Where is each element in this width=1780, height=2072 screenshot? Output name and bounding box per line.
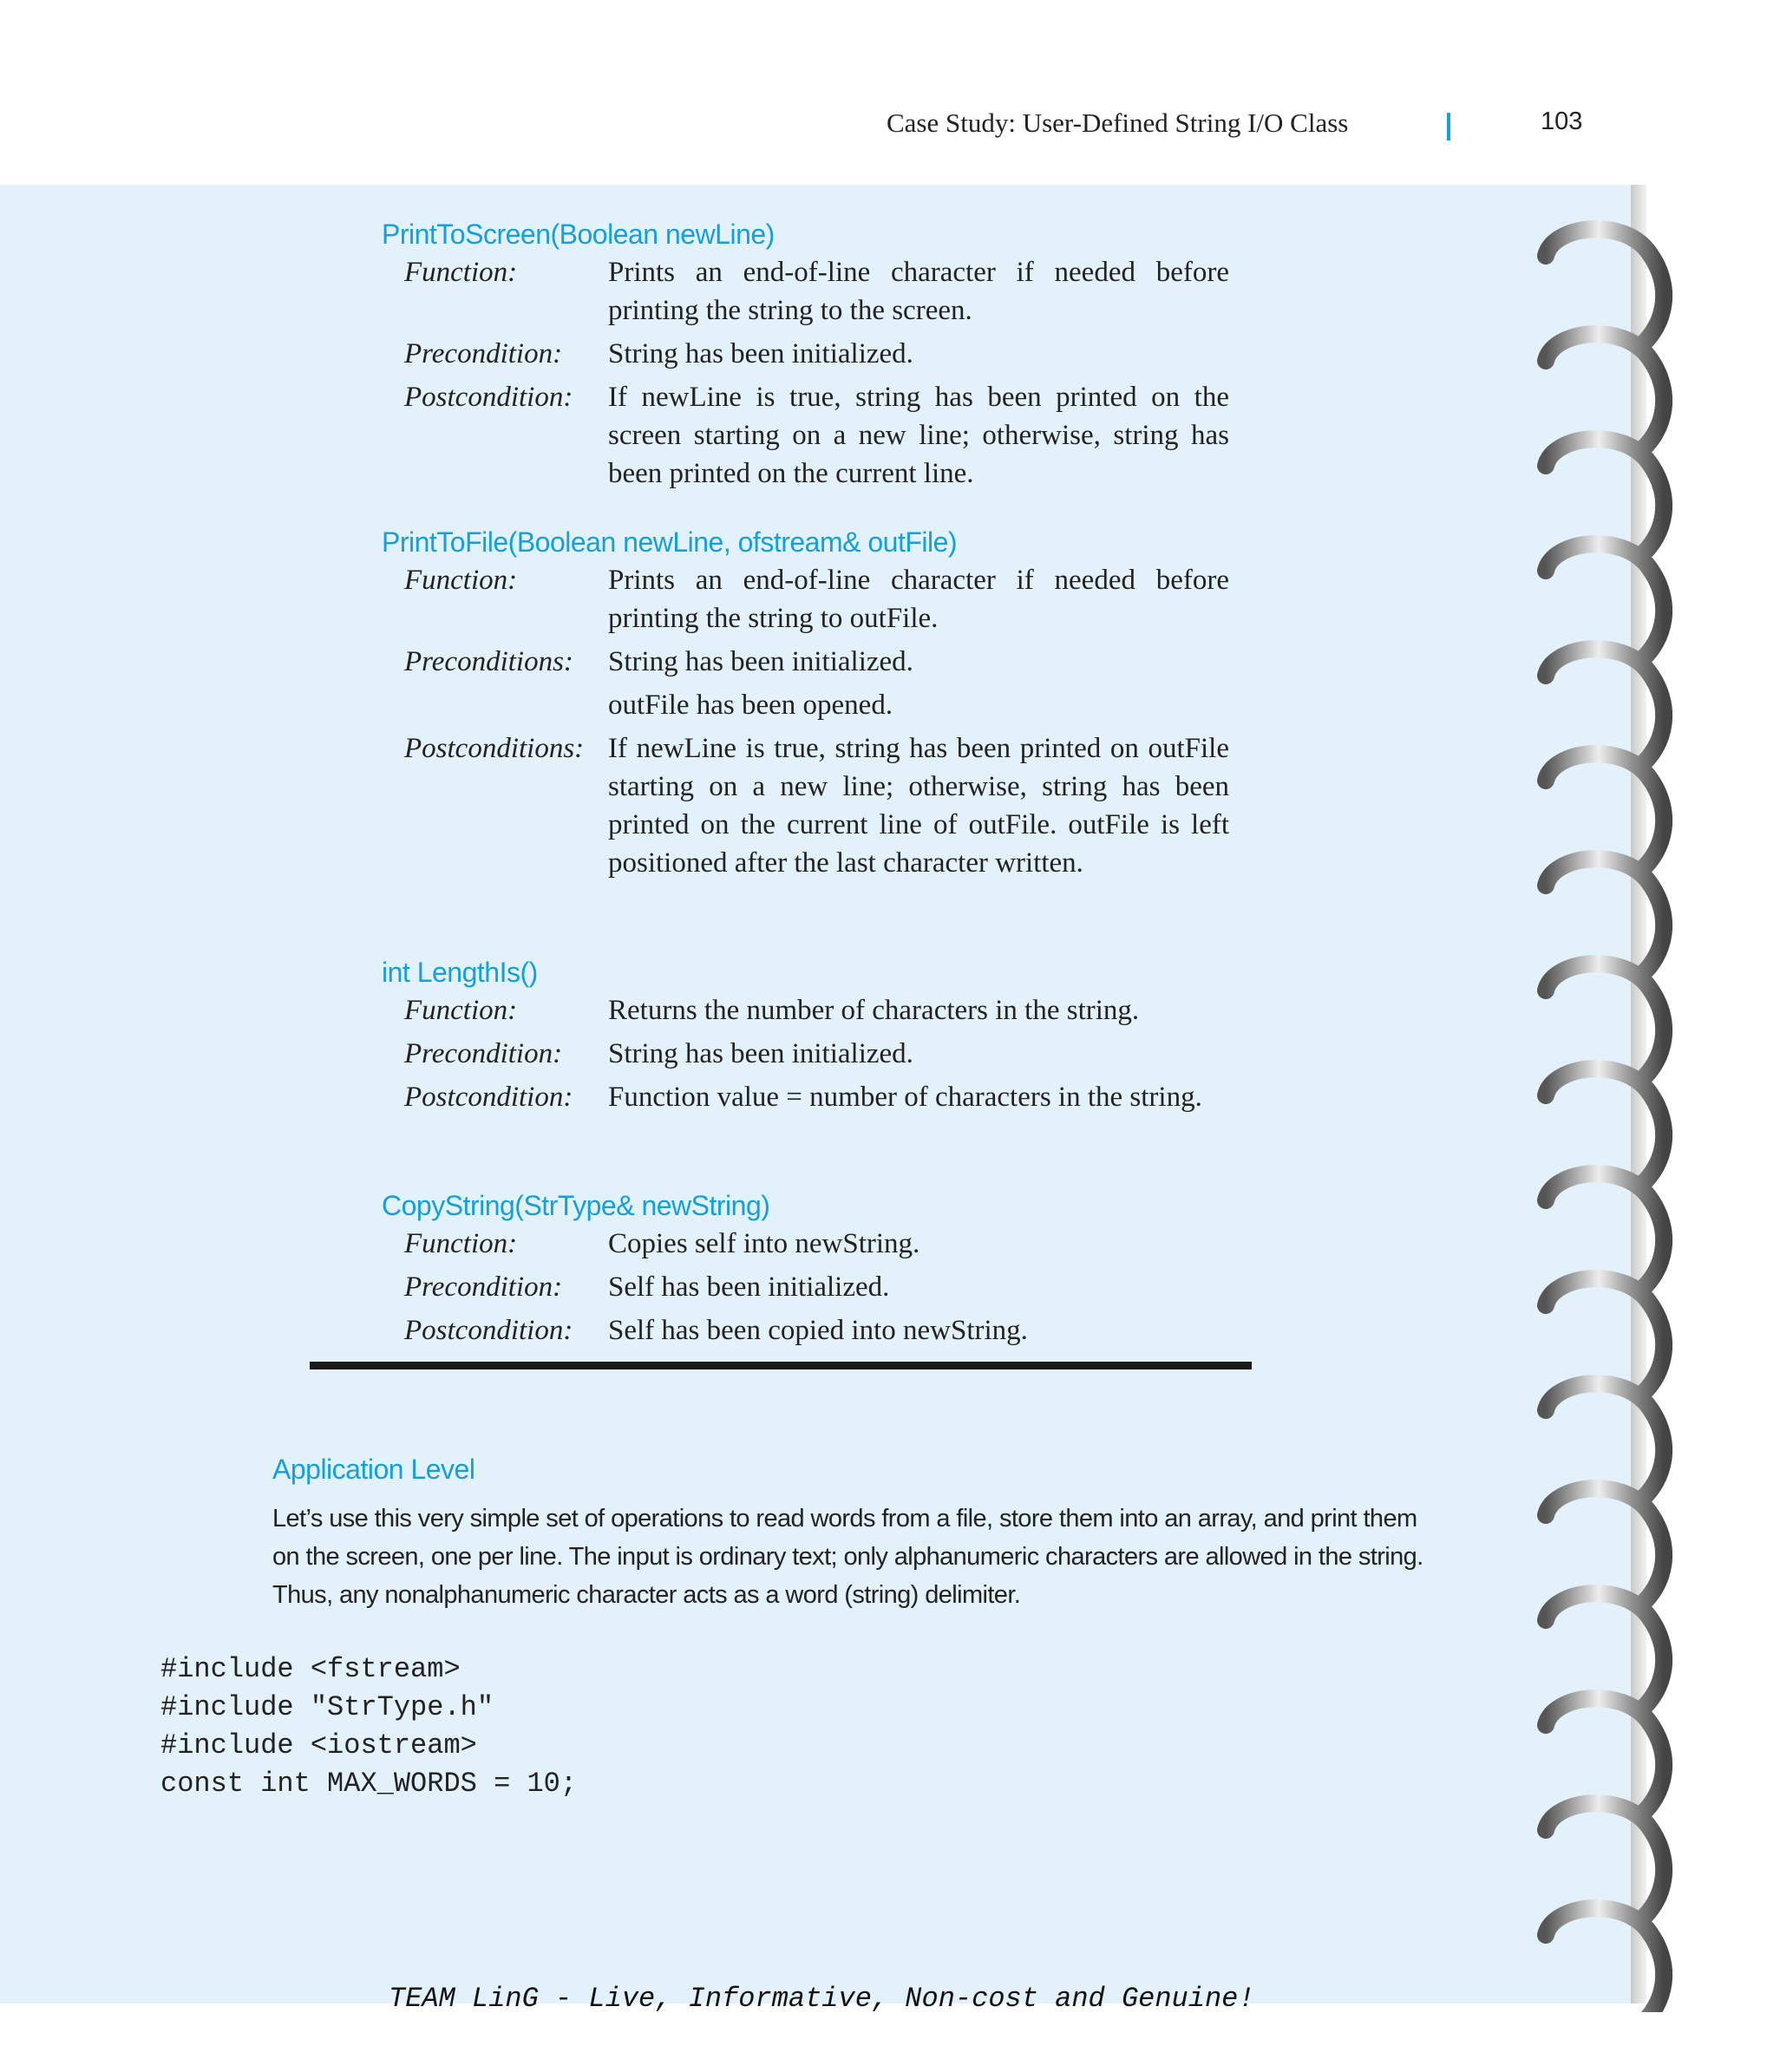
section-end-rule — [310, 1362, 1252, 1369]
spec-value: outFile has been opened. — [608, 690, 893, 721]
spec-label: Function: — [404, 1228, 518, 1259]
spec-row — [382, 378, 1258, 493]
spec-row — [382, 1225, 1258, 1263]
header-divider — [1447, 113, 1450, 141]
spec-label: Function: — [404, 995, 518, 1026]
spiral-ring — [1546, 1908, 1664, 2012]
code-line: #include <fstream> — [160, 1653, 461, 1685]
spec-row — [382, 1268, 1258, 1306]
code-block — [160, 1650, 577, 1803]
spec-row — [382, 1035, 1258, 1073]
operation-spec — [382, 953, 1258, 1121]
spec-value: If newLine is true, string has been printed on outFile starting on a new line; otherwise, string has been printed on the current line of outFile. outFile is left positioned after the last character written. — [608, 733, 1229, 879]
footer-watermark: TEAM LinG - Live, Informative, Non-cost and Genuine! — [389, 1983, 1255, 2015]
operation-spec — [382, 215, 1258, 498]
spec-label: Postcondition: — [404, 1315, 573, 1346]
spec-row — [382, 253, 1258, 330]
operation-spec — [382, 1186, 1258, 1355]
spiral-binding-icon — [1527, 217, 1700, 2012]
spec-row — [382, 1078, 1258, 1116]
operation-heading: CopyString(StrType& newString) — [382, 1190, 770, 1221]
spec-value: String has been initialized. — [608, 646, 913, 677]
operation-heading: PrintToScreen(Boolean newLine) — [382, 219, 775, 250]
operation-heading: PrintToFile(Boolean newLine, ofstream& outFile) — [382, 526, 958, 558]
operation-spec — [382, 523, 1258, 887]
spec-value: Function value = number of characters in the string. — [608, 1082, 1202, 1113]
spec-value: String has been initialized. — [608, 1038, 913, 1069]
code-line: const int MAX_WORDS = 10; — [160, 1768, 578, 1800]
spec-label — [382, 686, 608, 724]
spec-value: Prints an end-of-line character if needed before printing the string to outFile. — [608, 565, 1229, 634]
application-level-paragraph: Let’s use this very simple set of operations to read words from a file, store them into an array, and print them on the screen, one per line. The input is ordinary text; only alphanumeric characters are allowed in the string. Thus, any nonalphanumeric character acts as a word (string) delimiter. — [272, 1505, 1423, 1609]
spec-row — [382, 643, 1258, 681]
running-header-title: Case Study: User-Defined String I/O Class — [887, 108, 1349, 138]
spec-label: Postcondition: — [404, 382, 573, 413]
spec-label: Precondition: — [404, 338, 563, 369]
spec-label: Precondition: — [404, 1038, 563, 1069]
page-number: 103 — [1541, 108, 1583, 135]
spec-label: Postconditions: — [404, 733, 585, 764]
spec-row — [382, 729, 1258, 882]
code-line: #include <iostream> — [160, 1729, 477, 1762]
spec-value: Self has been copied into newString. — [608, 1315, 1028, 1346]
spec-row — [382, 561, 1258, 637]
spec-value: String has been initialized. — [608, 338, 913, 369]
spec-value: Copies self into newString. — [608, 1228, 920, 1259]
spec-row — [382, 335, 1258, 373]
spec-value: Returns the number of characters in the string. — [608, 995, 1140, 1026]
spec-label: Function: — [404, 257, 518, 288]
spec-row — [382, 1311, 1258, 1350]
spec-value: Self has been initialized. — [608, 1271, 890, 1303]
spec-label: Preconditions: — [404, 646, 573, 677]
spec-label: Function: — [404, 565, 518, 596]
application-level-heading: Application Level — [272, 1454, 475, 1485]
code-line: #include "StrType.h" — [160, 1691, 494, 1723]
spec-value: If newLine is true, string has been printed on the screen starting on a new line; otherwise, string has been printed on the current line. — [608, 382, 1229, 489]
spec-label: Postcondition: — [404, 1082, 573, 1113]
spec-row — [382, 991, 1258, 1029]
spec-row — [382, 686, 1258, 724]
spec-label: Precondition: — [404, 1271, 563, 1303]
operation-heading: int LengthIs() — [382, 957, 538, 988]
spec-value: Prints an end-of-line character if needed before printing the string to the screen. — [608, 257, 1229, 326]
